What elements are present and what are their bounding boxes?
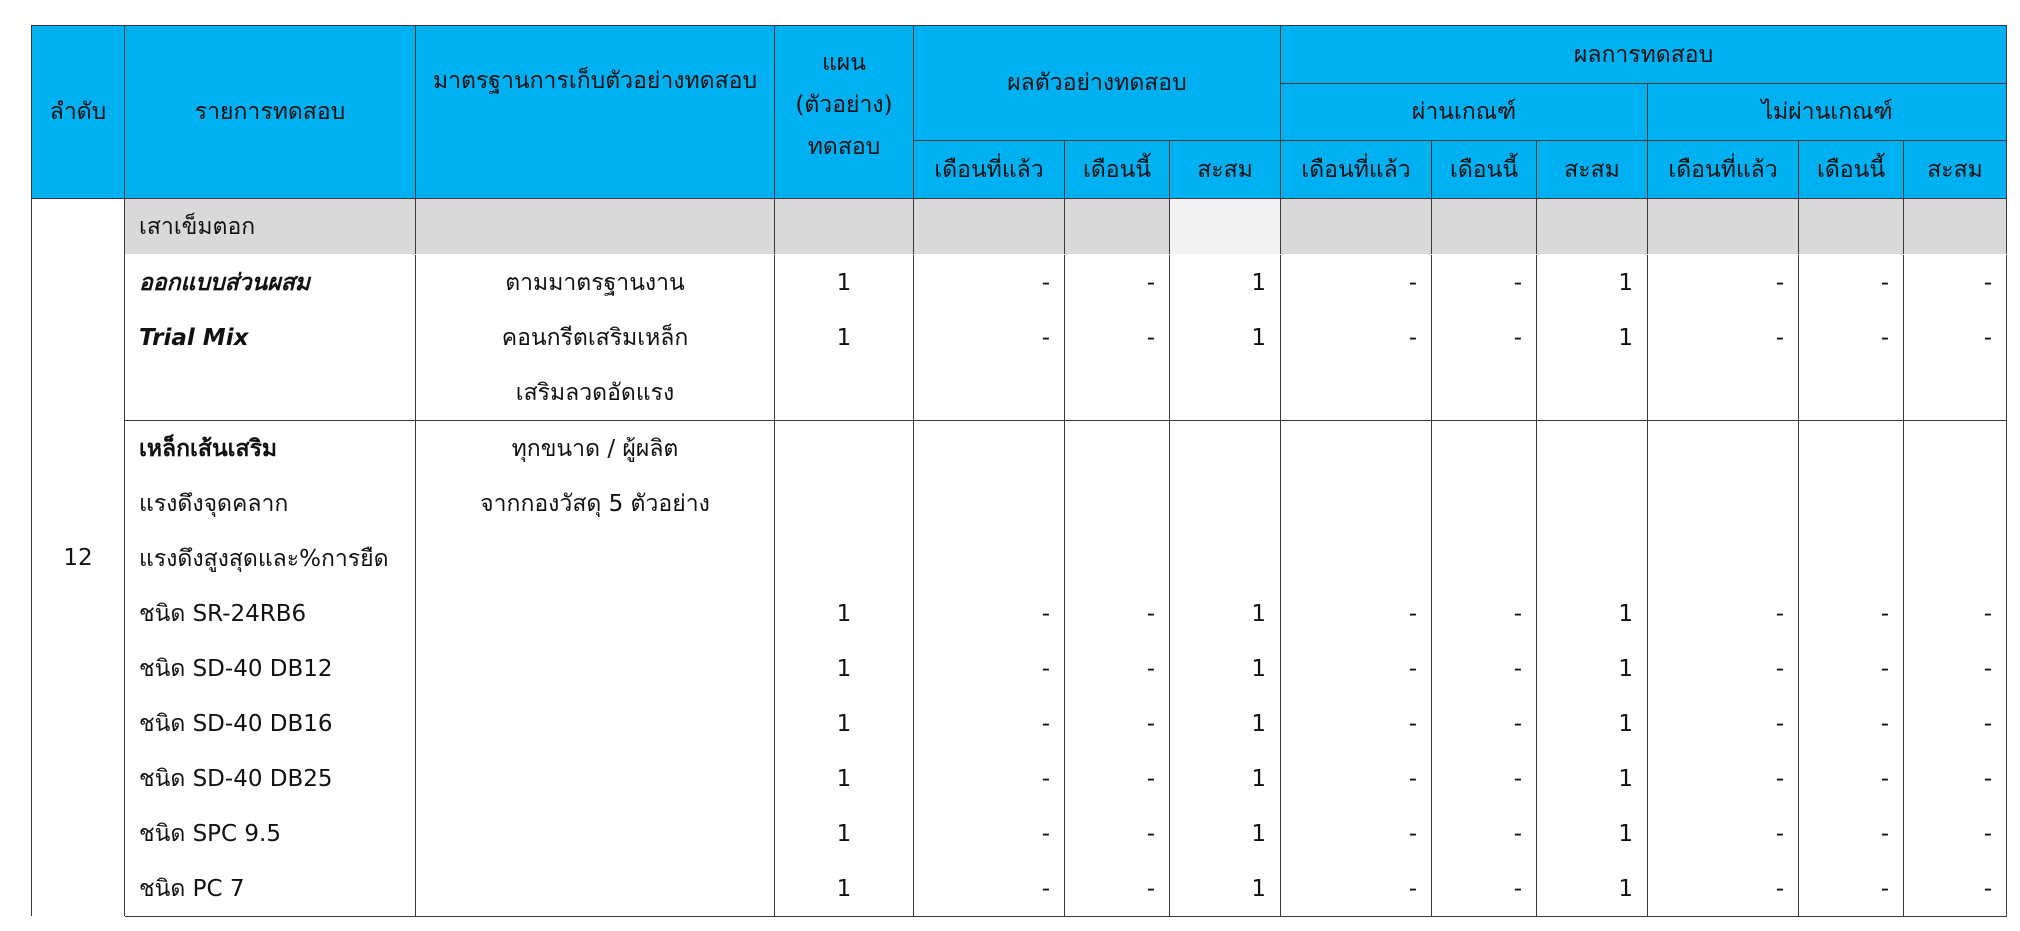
- fail-last-month-cell: -: [1648, 696, 1799, 751]
- samples-cumulative-cell: 1: [1170, 861, 1281, 917]
- samples-last-month-cell: -: [914, 751, 1065, 806]
- pass-last-month-cell: [1281, 365, 1432, 421]
- table-row: [32, 586, 2007, 641]
- fail-last-month-cell: [1648, 421, 1799, 477]
- item-cell: เหล็กเส้นเสริม: [125, 421, 416, 477]
- standard-cell: จากกองวัสดุ 5 ตัวอย่าง: [416, 476, 775, 531]
- pass-last-month-cell: -: [1281, 586, 1432, 641]
- samples-cumulative-cell: [1170, 531, 1281, 586]
- sequence-number: 12: [32, 199, 125, 917]
- samples-this-month-cell: [1065, 476, 1170, 531]
- fail-cumulative-cell: [1904, 531, 2007, 586]
- samples-this-month-cell: -: [1065, 586, 1170, 641]
- category-cell: [416, 199, 775, 255]
- plan-cell: 1: [775, 806, 914, 861]
- pass-this-month-cell: [1432, 365, 1537, 421]
- fail-this-month-cell: -: [1799, 310, 1904, 365]
- fail-this-month-cell: -: [1799, 751, 1904, 806]
- header-samples-this-month: เดือนนี้: [1065, 141, 1170, 199]
- samples-last-month-cell: [914, 531, 1065, 586]
- pass-this-month-cell: [1432, 476, 1537, 531]
- test-results-table-wrapper: [31, 25, 2007, 917]
- fail-last-month-cell: [1648, 476, 1799, 531]
- header-samples-group: ผลตัวอย่างทดสอบ: [914, 26, 1281, 141]
- pass-cumulative-cell: [1537, 365, 1648, 421]
- samples-last-month-cell: -: [914, 861, 1065, 917]
- fail-cumulative-cell: -: [1904, 861, 2007, 917]
- plan-cell: 1: [775, 696, 914, 751]
- fail-last-month-cell: -: [1648, 751, 1799, 806]
- fail-cumulative-cell: -: [1904, 310, 2007, 365]
- fail-this-month-cell: -: [1799, 586, 1904, 641]
- header-pass-cumulative: สะสม: [1537, 141, 1648, 199]
- samples-last-month-cell: [914, 476, 1065, 531]
- category-row: [32, 199, 2007, 255]
- fail-cumulative-cell: -: [1904, 255, 2007, 311]
- samples-this-month-cell: [1065, 365, 1170, 421]
- table-row: [32, 641, 2007, 696]
- category-cell: [1537, 199, 1648, 255]
- samples-cumulative-cell: 1: [1170, 751, 1281, 806]
- fail-last-month-cell: -: [1648, 861, 1799, 917]
- item-cell: ชนิด SPC 9.5: [125, 806, 416, 861]
- pass-cumulative-cell: 1: [1537, 641, 1648, 696]
- samples-this-month-cell: -: [1065, 310, 1170, 365]
- fail-this-month-cell: -: [1799, 641, 1904, 696]
- header-samples-cumulative: สะสม: [1170, 141, 1281, 199]
- category-cell: [1648, 199, 1799, 255]
- plan-cell: 1: [775, 586, 914, 641]
- item-cell: ชนิด SR-24RB6: [125, 586, 416, 641]
- fail-cumulative-cell: -: [1904, 806, 2007, 861]
- table-header: [32, 26, 2007, 199]
- samples-cumulative-cell: 1: [1170, 806, 1281, 861]
- plan-cell: [775, 531, 914, 586]
- standard-cell: [416, 751, 775, 806]
- header-pass-group: ผ่านเกณฑ์: [1281, 84, 1648, 141]
- fail-this-month-cell: -: [1799, 255, 1904, 311]
- samples-cumulative-cell: 1: [1170, 255, 1281, 311]
- item-cell: [125, 365, 416, 421]
- fail-cumulative-cell: -: [1904, 751, 2007, 806]
- standard-cell: [416, 861, 775, 917]
- samples-cumulative-cell: 1: [1170, 696, 1281, 751]
- samples-this-month-cell: -: [1065, 696, 1170, 751]
- samples-this-month-cell: -: [1065, 861, 1170, 917]
- pass-cumulative-cell: 1: [1537, 255, 1648, 311]
- fail-cumulative-cell: -: [1904, 586, 2007, 641]
- header-pass-this-month: เดือนนี้: [1432, 141, 1537, 199]
- samples-cumulative-cell: 1: [1170, 310, 1281, 365]
- fail-this-month-cell: -: [1799, 806, 1904, 861]
- category-cell: [914, 199, 1065, 255]
- pass-last-month-cell: -: [1281, 255, 1432, 311]
- pass-last-month-cell: -: [1281, 806, 1432, 861]
- fail-this-month-cell: [1799, 476, 1904, 531]
- samples-last-month-cell: -: [914, 696, 1065, 751]
- fail-this-month-cell: [1799, 531, 1904, 586]
- header-plan: แผน (ตัวอย่าง) ทดสอบ: [775, 26, 914, 199]
- plan-cell: [775, 421, 914, 477]
- fail-last-month-cell: -: [1648, 806, 1799, 861]
- standard-cell: คอนกรีตเสริมเหล็ก: [416, 310, 775, 365]
- fail-last-month-cell: -: [1648, 310, 1799, 365]
- pass-cumulative-cell: [1537, 476, 1648, 531]
- table-row: [32, 255, 2007, 311]
- fail-this-month-cell: -: [1799, 696, 1904, 751]
- samples-this-month-cell: [1065, 531, 1170, 586]
- pass-cumulative-cell: 1: [1537, 861, 1648, 917]
- fail-cumulative-cell: -: [1904, 641, 2007, 696]
- pass-cumulative-cell: 1: [1537, 586, 1648, 641]
- header-fail-group: ไม่ผ่านเกณฑ์: [1648, 84, 2007, 141]
- samples-cumulative-cell: [1170, 365, 1281, 421]
- item-cell: ชนิด PC 7: [125, 861, 416, 917]
- fail-this-month-cell: [1799, 365, 1904, 421]
- pass-last-month-cell: [1281, 421, 1432, 477]
- category-cell: [1065, 199, 1170, 255]
- samples-cumulative-cell: [1170, 421, 1281, 477]
- standard-cell: ตามมาตรฐานงาน: [416, 255, 775, 311]
- plan-cell: [775, 476, 914, 531]
- header-fail-last-month: เดือนที่แล้ว: [1648, 141, 1799, 199]
- samples-cumulative-cell: [1170, 476, 1281, 531]
- plan-cell: 1: [775, 751, 914, 806]
- fail-last-month-cell: -: [1648, 641, 1799, 696]
- header-seq: ลำดับ: [32, 26, 125, 199]
- pass-this-month-cell: [1432, 421, 1537, 477]
- category-cell: [1432, 199, 1537, 255]
- table-row: [32, 751, 2007, 806]
- table-row: [32, 861, 2007, 917]
- pass-this-month-cell: -: [1432, 806, 1537, 861]
- pass-cumulative-cell: [1537, 421, 1648, 477]
- header-samples-last-month: เดือนที่แล้ว: [914, 141, 1065, 199]
- pass-this-month-cell: -: [1432, 696, 1537, 751]
- fail-last-month-cell: [1648, 531, 1799, 586]
- table-row: [32, 806, 2007, 861]
- category-label: เสาเข็มตอก: [125, 199, 416, 255]
- fail-this-month-cell: -: [1799, 861, 1904, 917]
- pass-last-month-cell: -: [1281, 310, 1432, 365]
- table-row: [32, 696, 2007, 751]
- pass-last-month-cell: -: [1281, 861, 1432, 917]
- pass-cumulative-cell: 1: [1537, 806, 1648, 861]
- samples-last-month-cell: -: [914, 806, 1065, 861]
- table-row: [32, 310, 2007, 365]
- standard-cell: [416, 806, 775, 861]
- category-cell: [1799, 199, 1904, 255]
- pass-cumulative-cell: 1: [1537, 751, 1648, 806]
- samples-last-month-cell: [914, 421, 1065, 477]
- fail-last-month-cell: -: [1648, 586, 1799, 641]
- pass-last-month-cell: [1281, 476, 1432, 531]
- item-cell: Trial Mix: [125, 310, 416, 365]
- samples-last-month-cell: -: [914, 310, 1065, 365]
- fail-last-month-cell: [1648, 365, 1799, 421]
- item-cell: ชนิด SD-40 DB25: [125, 751, 416, 806]
- item-cell: แรงดึงจุดคลาก: [125, 476, 416, 531]
- header-pass-last-month: เดือนที่แล้ว: [1281, 141, 1432, 199]
- samples-cumulative-cell: 1: [1170, 641, 1281, 696]
- header-standard: มาตรฐานการเก็บตัวอย่างทดสอบ: [416, 26, 775, 199]
- pass-cumulative-cell: [1537, 531, 1648, 586]
- fail-cumulative-cell: [1904, 476, 2007, 531]
- standard-cell: [416, 696, 775, 751]
- item-cell: ชนิด SD-40 DB12: [125, 641, 416, 696]
- pass-this-month-cell: -: [1432, 641, 1537, 696]
- fail-cumulative-cell: [1904, 421, 2007, 477]
- pass-this-month-cell: -: [1432, 586, 1537, 641]
- samples-cumulative-cell: 1: [1170, 586, 1281, 641]
- pass-this-month-cell: -: [1432, 861, 1537, 917]
- table-row: [32, 476, 2007, 531]
- samples-last-month-cell: [914, 365, 1065, 421]
- fail-this-month-cell: [1799, 421, 1904, 477]
- table-row: [32, 531, 2007, 586]
- pass-this-month-cell: -: [1432, 255, 1537, 311]
- fail-last-month-cell: -: [1648, 255, 1799, 311]
- table-row: [32, 365, 2007, 421]
- standard-cell: [416, 586, 775, 641]
- category-cell: [1170, 199, 1281, 255]
- pass-last-month-cell: [1281, 531, 1432, 586]
- standard-cell: ทุกขนาด / ผู้ผลิต: [416, 421, 775, 477]
- table-row: [32, 421, 2007, 477]
- plan-cell: 1: [775, 310, 914, 365]
- samples-last-month-cell: -: [914, 586, 1065, 641]
- plan-cell: 1: [775, 255, 914, 311]
- standard-cell: เสริมลวดอัดแรง: [416, 365, 775, 421]
- pass-cumulative-cell: 1: [1537, 696, 1648, 751]
- fail-cumulative-cell: [1904, 365, 2007, 421]
- pass-this-month-cell: -: [1432, 310, 1537, 365]
- samples-last-month-cell: -: [914, 255, 1065, 311]
- header-fail-cumulative: สะสม: [1904, 141, 2007, 199]
- samples-this-month-cell: -: [1065, 751, 1170, 806]
- samples-this-month-cell: -: [1065, 806, 1170, 861]
- category-cell: [1904, 199, 2007, 255]
- pass-last-month-cell: -: [1281, 696, 1432, 751]
- pass-last-month-cell: -: [1281, 641, 1432, 696]
- table-body: [32, 199, 2007, 917]
- samples-this-month-cell: -: [1065, 255, 1170, 311]
- header-results-group: ผลการทดสอบ: [1281, 26, 2007, 84]
- standard-cell: [416, 531, 775, 586]
- test-results-table: [31, 25, 2007, 917]
- standard-cell: [416, 641, 775, 696]
- pass-last-month-cell: -: [1281, 751, 1432, 806]
- item-cell: ชนิด SD-40 DB16: [125, 696, 416, 751]
- plan-cell: 1: [775, 861, 914, 917]
- plan-cell: [775, 365, 914, 421]
- samples-last-month-cell: -: [914, 641, 1065, 696]
- plan-cell: 1: [775, 641, 914, 696]
- item-cell: แรงดึงสูงสุดและ%การยืด: [125, 531, 416, 586]
- fail-cumulative-cell: -: [1904, 696, 2007, 751]
- header-fail-this-month: เดือนนี้: [1799, 141, 1904, 199]
- samples-this-month-cell: -: [1065, 641, 1170, 696]
- pass-cumulative-cell: 1: [1537, 310, 1648, 365]
- category-cell: [1281, 199, 1432, 255]
- item-cell: ออกแบบส่วนผสม: [125, 255, 416, 311]
- header-item: รายการทดสอบ: [125, 26, 416, 199]
- pass-this-month-cell: [1432, 531, 1537, 586]
- pass-this-month-cell: -: [1432, 751, 1537, 806]
- category-cell: [775, 199, 914, 255]
- samples-this-month-cell: [1065, 421, 1170, 477]
